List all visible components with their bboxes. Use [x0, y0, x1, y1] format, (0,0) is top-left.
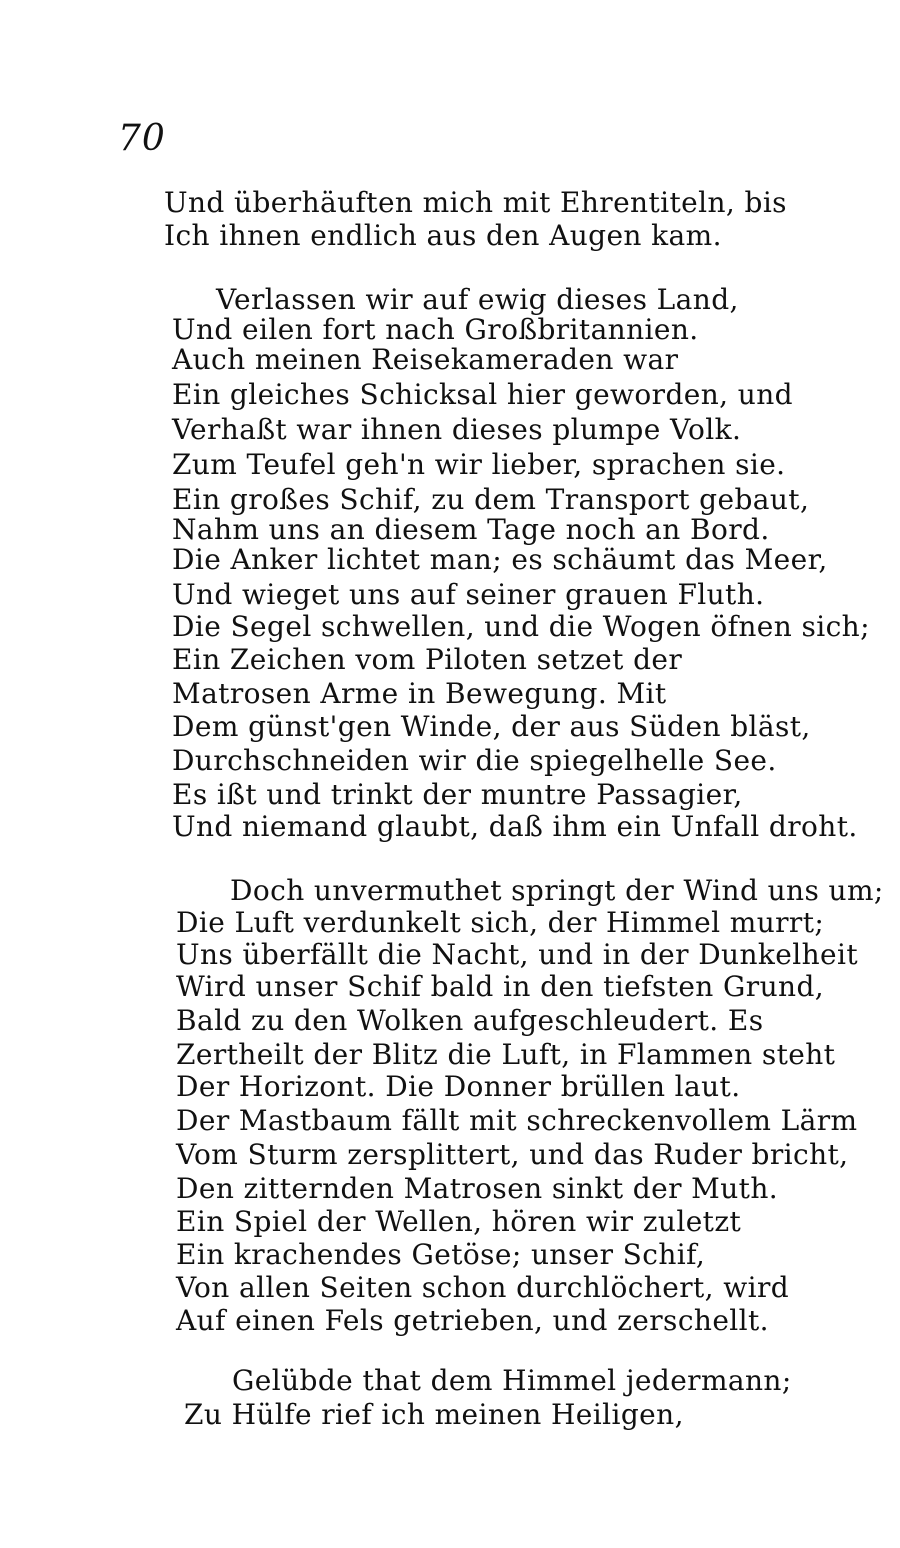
verse-line: Es ißt und trinkt der muntre Passagier,: [172, 778, 743, 811]
verse-line: Die Segel schwellen, und die Wogen öfnen sich;: [172, 610, 870, 643]
verse-line: Von allen Seiten schon durchlöchert, wird: [176, 1271, 790, 1304]
verse-line: Den zitternden Matrosen sinkt der Muth.: [176, 1172, 779, 1205]
verse-line: Durchschneiden wir die spiegelhelle See.: [172, 744, 777, 777]
page-number: 70: [118, 118, 166, 159]
verse-line: Verlassen wir auf ewig dieses Land,: [216, 283, 739, 316]
verse-line: Doch unvermuthet springt der Wind uns um;: [230, 874, 884, 907]
verse-line: Gelübde that dem Himmel jedermann;: [232, 1364, 792, 1397]
verse-line: Ein Spiel der Wellen, hören wir zuletzt: [176, 1205, 742, 1238]
verse-line: Ein gleiches Schicksal hier geworden, und: [172, 378, 793, 411]
verse-line: Uns überfällt die Nacht, und in der Dunkelheit: [176, 938, 859, 971]
verse-line: Vom Sturm zersplittert, und das Ruder bricht,: [176, 1138, 849, 1171]
verse-line: Und überhäuften mich mit Ehrentiteln, bis: [164, 186, 787, 219]
verse-line: Auch meinen Reisekameraden war: [172, 343, 679, 376]
verse-line: Ein großes Schif, zu dem Transport gebaut,: [172, 483, 810, 516]
verse-line: Bald zu den Wolken aufgeschleudert. Es: [176, 1004, 764, 1037]
verse-line: Ein krachendes Getöse; unser Schif,: [176, 1238, 706, 1271]
verse-line: Und wieget uns auf seiner grauen Fluth.: [172, 578, 765, 611]
verse-line: Der Mastbaum fällt mit schreckenvollem Lärm: [176, 1104, 858, 1137]
verse-line: Ein Zeichen vom Piloten setzet der: [172, 643, 683, 676]
verse-line: Matrosen Arme in Bewegung. Mit: [172, 677, 667, 710]
verse-line: Auf einen Fels getrieben, und zerschellt.: [176, 1304, 769, 1337]
verse-line: Zu Hülfe rief ich meinen Heiligen,: [184, 1398, 684, 1431]
verse-line: Wird unser Schif bald in den tiefsten Grund,: [176, 970, 825, 1003]
verse-line: Nahm uns an diesem Tage noch an Bord.: [172, 513, 770, 546]
verse-line: Und niemand glaubt, daß ihm ein Unfall droht.: [172, 810, 858, 843]
verse-line: Verhaßt war ihnen dieses plumpe Volk.: [172, 413, 742, 446]
verse-line: Und eilen fort nach Großbritannien.: [172, 313, 699, 346]
verse-line: Zertheilt der Blitz die Luft, in Flammen steht: [176, 1038, 836, 1071]
verse-line: Zum Teufel geh'n wir lieber, sprachen sie.: [172, 448, 786, 481]
verse-line: Ich ihnen endlich aus den Augen kam.: [164, 219, 722, 252]
verse-line: Der Horizont. Die Donner brüllen laut.: [176, 1070, 741, 1103]
verse-line: Die Anker lichtet man; es schäumt das Meer,: [172, 543, 828, 576]
verse-line: Dem günst'gen Winde, der aus Süden bläst,: [172, 710, 811, 743]
verse-line: Die Luft verdunkelt sich, der Himmel murrt;: [176, 906, 825, 939]
